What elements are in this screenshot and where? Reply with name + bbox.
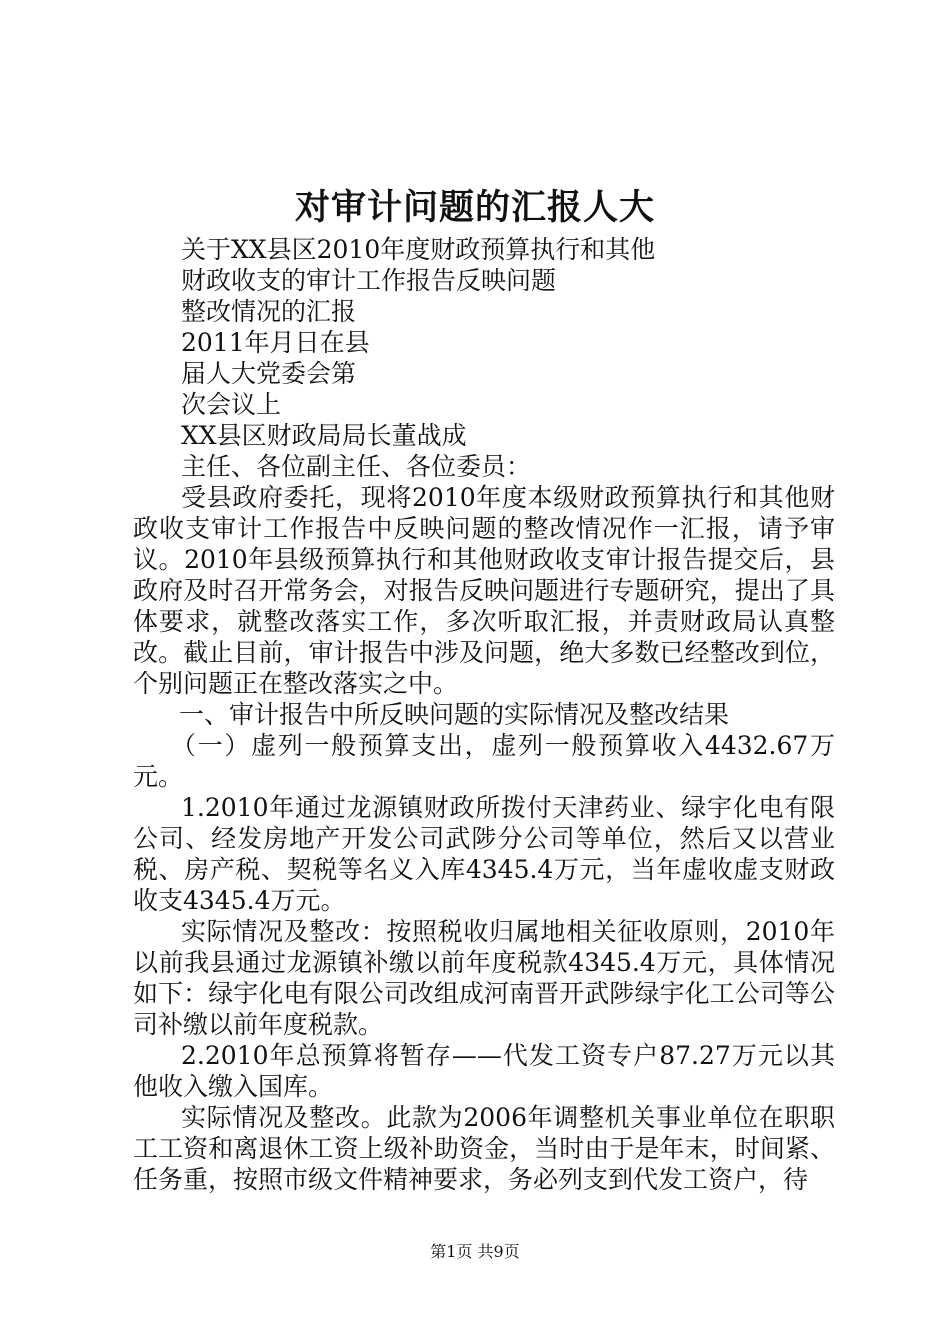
body-paragraph: 受县政府委托，现将2010年度本级财政预算执行和其他财政收支审计工作报告中反映问题的整改情况作一汇报，请予审议。2010年县级预算执行和其他财政收支审计报告提交后，县政府及时召开常务会，对报告反映问题进行专题研究，提出了具体要求，就整改落实工作，多次听取汇报，并责财政局认真整改。截止目前，审计报告中涉及问题，绝大多数已经整改到位，个别问题正在整改落实之中。 (133, 483, 835, 698)
header-line: XX县区财政局局长董战成 (181, 421, 467, 450)
body-paragraph: 实际情况及整改：按照税收归属地相关征收原则，2010年以前我县通过龙源镇补缴以前年度税款4345.4万元，具体情况如下：绿宇化电有限公司改组成河南晋开武陟绿宇化工公司等公司补缴以前年度税款。 (133, 917, 835, 1039)
body-paragraph: 1.2010年通过龙源镇财政所拨付天津药业、绿宇化电有限公司、经发房地产开发公司武陟分公司等单位，然后又以营业税、房产税、契税等名义入库4345.4万元，当年虚收虚支财政收支4345.4万元。 (133, 793, 835, 915)
subsection-heading: （一）虚列一般预算支出，虚列一般预算收入4432.67万元。 (133, 731, 835, 791)
header-line: 2011年月日在县 (181, 328, 370, 357)
header-line: 关于XX县区2010年度财政预算执行和其他 (181, 235, 656, 264)
page-footer: 第1页 共9页 (430, 1242, 520, 1261)
document-title: 对审计问题的汇报人大 (294, 187, 655, 228)
header-line: 届人大党委会第 (181, 359, 357, 388)
header-line: 整改情况的汇报 (181, 297, 357, 326)
body-paragraph: 实际情况及整改。此款为2006年调整机关事业单位在职职工工资和离退休工资上级补助资金，当时由于是年末，时间紧、任务重，按照市级文件精神要求，务必列支到代发工资户，待 (133, 1103, 835, 1194)
header-line: 财政收支的审计工作报告反映问题 (181, 266, 557, 295)
body-paragraph: 2.2010年总预算将暂存——代发工资专户87.27万元以其他收入缴入国库。 (133, 1041, 835, 1101)
section-heading: 一、审计报告中所反映问题的实际情况及整改结果 (179, 700, 730, 729)
salutation: 主任、各位副主任、各位委员： (181, 452, 532, 481)
document-body (133, 234, 835, 1195)
header-line: 次会议上 (181, 390, 282, 419)
